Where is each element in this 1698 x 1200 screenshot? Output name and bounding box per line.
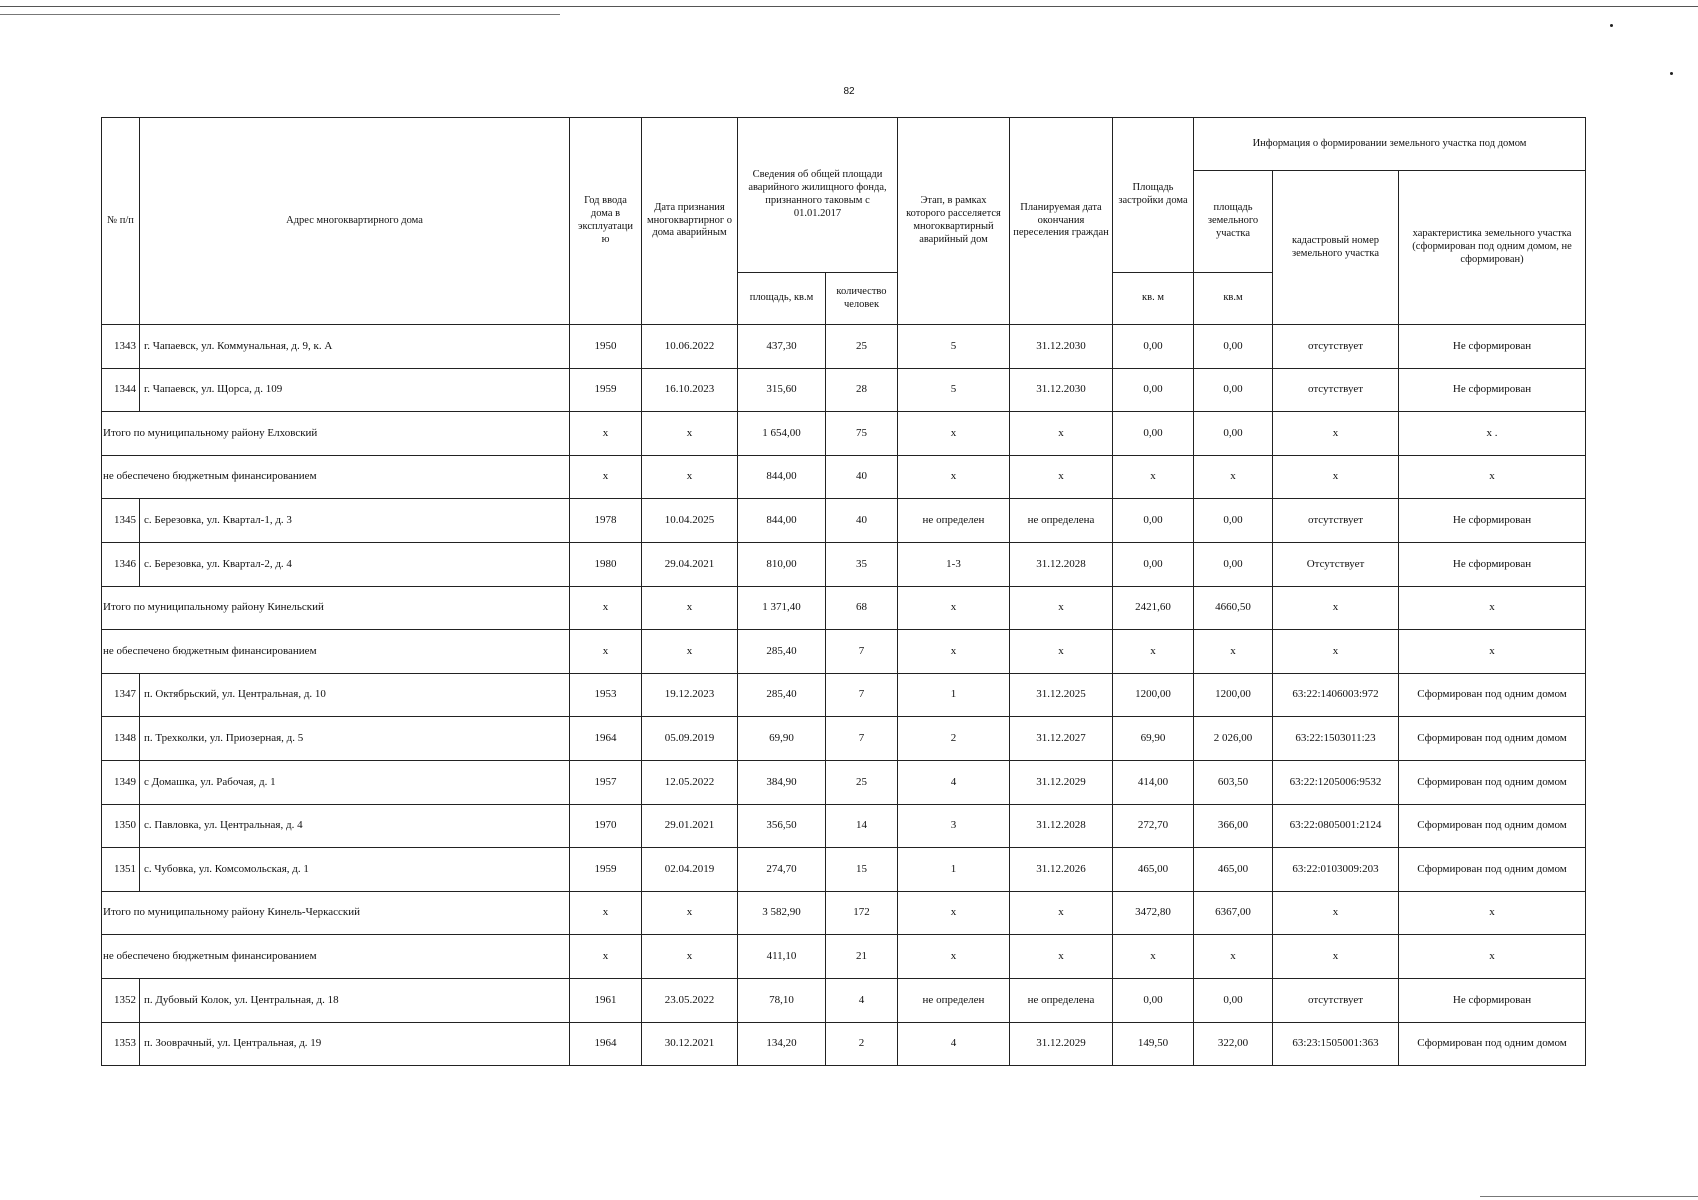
cell-people: 7 <box>826 630 898 674</box>
cell-people: 40 <box>826 455 898 499</box>
cell-stage: x <box>898 586 1010 630</box>
cell-status: Сформирован под одним домом <box>1399 804 1586 848</box>
summary-row <box>102 935 1586 979</box>
cell-stage: 1-3 <box>898 542 1010 586</box>
cell-planned: x <box>1010 455 1113 499</box>
cell-status: Сформирован под одним домом <box>1399 717 1586 761</box>
header-land-area-unit: кв.м <box>1194 273 1273 325</box>
cell-planned: 31.12.2025 <box>1010 673 1113 717</box>
cell-status: Не сформирован <box>1399 499 1586 543</box>
cell-year: 1964 <box>570 717 642 761</box>
cell-building-area: 3472,80 <box>1113 891 1194 935</box>
cell-people: 4 <box>826 978 898 1022</box>
cell-people: 25 <box>826 760 898 804</box>
cell-status: x <box>1399 891 1586 935</box>
cell-year: 1970 <box>570 804 642 848</box>
cell-year: 1950 <box>570 325 642 369</box>
cell-cadastral: 63:22:0805001:2124 <box>1273 804 1399 848</box>
cell-year: 1959 <box>570 848 642 892</box>
cell-year: 1953 <box>570 673 642 717</box>
cell-status: Сформирован под одним домом <box>1399 673 1586 717</box>
cell-building-area: 0,00 <box>1113 325 1194 369</box>
cell-planned: x <box>1010 586 1113 630</box>
cell-cadastral: x <box>1273 455 1399 499</box>
cell-people: 15 <box>826 848 898 892</box>
cell-area: 844,00 <box>738 455 826 499</box>
cell-people: 35 <box>826 542 898 586</box>
cell-building-area: 69,90 <box>1113 717 1194 761</box>
cell-date: 05.09.2019 <box>642 717 738 761</box>
cell-status: Не сформирован <box>1399 368 1586 412</box>
bottom-rule <box>1480 1196 1698 1197</box>
cell-year: x <box>570 455 642 499</box>
cell-address: с. Павловка, ул. Центральная, д. 4 <box>140 804 570 848</box>
cell-year: 1980 <box>570 542 642 586</box>
cell-num: 1353 <box>102 1022 140 1066</box>
cell-num: 1351 <box>102 848 140 892</box>
cell-num: 1347 <box>102 673 140 717</box>
cell-land-area: 603,50 <box>1194 760 1273 804</box>
cell-status: Сформирован под одним домом <box>1399 848 1586 892</box>
cell-status: x <box>1399 935 1586 979</box>
cell-stage: x <box>898 630 1010 674</box>
cell-building-area: 2421,60 <box>1113 586 1194 630</box>
header-cadastral: кадастровый номер земельного участка <box>1273 171 1399 325</box>
cell-land-area: 366,00 <box>1194 804 1273 848</box>
cell-building-area: x <box>1113 630 1194 674</box>
table-row <box>102 848 1586 892</box>
cell-planned: не определена <box>1010 978 1113 1022</box>
cell-summary-label: не обеспечено бюджетным финансированием <box>102 630 570 674</box>
cell-stage: 1 <box>898 673 1010 717</box>
cell-land-area: x <box>1194 630 1273 674</box>
table-row <box>102 368 1586 412</box>
header-building-area-unit: кв. м <box>1113 273 1194 325</box>
cell-stage: не определен <box>898 978 1010 1022</box>
table-row <box>102 760 1586 804</box>
cell-land-area: 0,00 <box>1194 978 1273 1022</box>
cell-land-area: 6367,00 <box>1194 891 1273 935</box>
cell-address: п. Дубовый Колок, ул. Центральная, д. 18 <box>140 978 570 1022</box>
cell-date: x <box>642 412 738 456</box>
cell-cadastral: отсутствует <box>1273 368 1399 412</box>
cell-year: 1959 <box>570 368 642 412</box>
cell-land-area: 0,00 <box>1194 325 1273 369</box>
cell-people: 7 <box>826 717 898 761</box>
cell-land-area: 0,00 <box>1194 542 1273 586</box>
cell-area: 810,00 <box>738 542 826 586</box>
cell-area: 134,20 <box>738 1022 826 1066</box>
cell-summary-label: Итого по муниципальному району Кинель-Черкасский <box>102 891 570 935</box>
cell-stage: x <box>898 935 1010 979</box>
header-planned-date: Планируемая дата окончания переселения граждан <box>1010 118 1113 325</box>
cell-planned: 31.12.2028 <box>1010 804 1113 848</box>
cell-status: Не сформирован <box>1399 978 1586 1022</box>
cell-area: 437,30 <box>738 325 826 369</box>
cell-building-area: 0,00 <box>1113 978 1194 1022</box>
cell-land-area: 465,00 <box>1194 848 1273 892</box>
cell-date: x <box>642 630 738 674</box>
cell-cadastral: x <box>1273 891 1399 935</box>
cell-planned: 31.12.2030 <box>1010 325 1113 369</box>
header-building-area: Площадь застройки дома <box>1113 118 1194 273</box>
summary-row <box>102 891 1586 935</box>
cell-land-area: 0,00 <box>1194 412 1273 456</box>
cell-year: 1964 <box>570 1022 642 1066</box>
header-stage: Этап, в рамках которого расселяется многоквартирный аварийный дом <box>898 118 1010 325</box>
header-area-info: Сведения об общей площади аварийного жилищного фонда, признанного таковым с 01.01.2017 <box>738 118 898 273</box>
cell-stage: 3 <box>898 804 1010 848</box>
cell-building-area: 414,00 <box>1113 760 1194 804</box>
table-row <box>102 499 1586 543</box>
cell-cadastral: отсутствует <box>1273 325 1399 369</box>
cell-date: 12.05.2022 <box>642 760 738 804</box>
cell-address: с. Березовка, ул. Квартал-1, д. 3 <box>140 499 570 543</box>
cell-stage: x <box>898 412 1010 456</box>
cell-summary-label: Итого по муниципальному району Елховский <box>102 412 570 456</box>
cell-land-area: 0,00 <box>1194 499 1273 543</box>
cell-cadastral: отсутствует <box>1273 978 1399 1022</box>
cell-cadastral: x <box>1273 412 1399 456</box>
header-year: Год ввода дома в эксплуатаци ю <box>570 118 642 325</box>
cell-num: 1350 <box>102 804 140 848</box>
cell-people: 68 <box>826 586 898 630</box>
cell-planned: не определена <box>1010 499 1113 543</box>
cell-building-area: 0,00 <box>1113 542 1194 586</box>
cell-num: 1344 <box>102 368 140 412</box>
cell-building-area: 0,00 <box>1113 499 1194 543</box>
cell-date: 02.04.2019 <box>642 848 738 892</box>
cell-building-area: 0,00 <box>1113 368 1194 412</box>
cell-status: Не сформирован <box>1399 325 1586 369</box>
cell-planned: 31.12.2027 <box>1010 717 1113 761</box>
cell-area: 274,70 <box>738 848 826 892</box>
summary-row <box>102 455 1586 499</box>
cell-people: 2 <box>826 1022 898 1066</box>
cell-planned: x <box>1010 630 1113 674</box>
cell-planned: 31.12.2026 <box>1010 848 1113 892</box>
header-land-status: характеристика земельного участка (сформирован под одним домом, не сформирован) <box>1399 171 1586 325</box>
cell-building-area: 1200,00 <box>1113 673 1194 717</box>
cell-year: x <box>570 935 642 979</box>
cell-planned: 31.12.2029 <box>1010 760 1113 804</box>
cell-cadastral: 63:22:1503011:23 <box>1273 717 1399 761</box>
cell-summary-label: не обеспечено бюджетным финансированием <box>102 935 570 979</box>
cell-address: г. Чапаевск, ул. Щорса, д. 109 <box>140 368 570 412</box>
cell-address: п. Октябрьский, ул. Центральная, д. 10 <box>140 673 570 717</box>
cell-summary-label: Итого по муниципальному району Кинельский <box>102 586 570 630</box>
cell-cadastral: x <box>1273 630 1399 674</box>
summary-row <box>102 586 1586 630</box>
cell-year: 1961 <box>570 978 642 1022</box>
cell-status: Сформирован под одним домом <box>1399 760 1586 804</box>
cell-planned: 31.12.2030 <box>1010 368 1113 412</box>
summary-row <box>102 412 1586 456</box>
cell-land-area: 2 026,00 <box>1194 717 1273 761</box>
cell-cadastral: 63:23:1505001:363 <box>1273 1022 1399 1066</box>
cell-address: с Домашка, ул. Рабочая, д. 1 <box>140 760 570 804</box>
cell-status: Не сформирован <box>1399 542 1586 586</box>
cell-stage: 4 <box>898 760 1010 804</box>
summary-row <box>102 630 1586 674</box>
cell-stage: не определен <box>898 499 1010 543</box>
cell-num: 1343 <box>102 325 140 369</box>
cell-address: п. Трехколки, ул. Приозерная, д. 5 <box>140 717 570 761</box>
cell-address: г. Чапаевск, ул. Коммунальная, д. 9, к. А <box>140 325 570 369</box>
cell-stage: 2 <box>898 717 1010 761</box>
cell-num: 1345 <box>102 499 140 543</box>
cell-people: 75 <box>826 412 898 456</box>
cell-date: 19.12.2023 <box>642 673 738 717</box>
cell-year: x <box>570 412 642 456</box>
cell-stage: x <box>898 455 1010 499</box>
header-people: количество человек <box>826 273 898 325</box>
table-row <box>102 1022 1586 1066</box>
table-row <box>102 804 1586 848</box>
cell-status: x <box>1399 630 1586 674</box>
cell-area: 844,00 <box>738 499 826 543</box>
cell-date: 10.04.2025 <box>642 499 738 543</box>
cell-date: 16.10.2023 <box>642 368 738 412</box>
cell-status: x <box>1399 455 1586 499</box>
cell-cadastral: 63:22:1205006:9532 <box>1273 760 1399 804</box>
cell-stage: 5 <box>898 325 1010 369</box>
cell-year: x <box>570 630 642 674</box>
header-num: № п/п <box>102 118 140 325</box>
cell-date: 10.06.2022 <box>642 325 738 369</box>
cell-date: x <box>642 586 738 630</box>
cell-planned: x <box>1010 935 1113 979</box>
cell-planned: x <box>1010 412 1113 456</box>
table-header <box>102 118 1586 325</box>
cell-address: с. Чубовка, ул. Комсомольская, д. 1 <box>140 848 570 892</box>
cell-date: x <box>642 935 738 979</box>
cell-people: 40 <box>826 499 898 543</box>
cell-cadastral: x <box>1273 586 1399 630</box>
table-row <box>102 978 1586 1022</box>
cell-cadastral: 63:22:1406003:972 <box>1273 673 1399 717</box>
cell-status: Сформирован под одним домом <box>1399 1022 1586 1066</box>
cell-area: 78,10 <box>738 978 826 1022</box>
cell-year: x <box>570 891 642 935</box>
cell-stage: 5 <box>898 368 1010 412</box>
cell-area: 285,40 <box>738 673 826 717</box>
cell-land-area: 322,00 <box>1194 1022 1273 1066</box>
cell-planned: 31.12.2028 <box>1010 542 1113 586</box>
top-rule-secondary <box>0 14 560 15</box>
cell-address: п. Зооврачный, ул. Центральная, д. 19 <box>140 1022 570 1066</box>
cell-area: 1 654,00 <box>738 412 826 456</box>
cell-land-area: 4660,50 <box>1194 586 1273 630</box>
cell-stage: 1 <box>898 848 1010 892</box>
cell-date: x <box>642 891 738 935</box>
header-land-info: Информация о формировании земельного участка под домом <box>1194 118 1586 171</box>
cell-building-area: 0,00 <box>1113 412 1194 456</box>
scan-speck <box>1670 72 1673 75</box>
table-row <box>102 673 1586 717</box>
cell-people: 14 <box>826 804 898 848</box>
page-number: 82 <box>843 86 855 97</box>
cell-land-area: 1200,00 <box>1194 673 1273 717</box>
cell-cadastral: отсутствует <box>1273 499 1399 543</box>
header-area: площадь, кв.м <box>738 273 826 325</box>
cell-num: 1352 <box>102 978 140 1022</box>
cell-summary-label: не обеспечено бюджетным финансированием <box>102 455 570 499</box>
table-row <box>102 325 1586 369</box>
cell-land-area: x <box>1194 935 1273 979</box>
cell-building-area: 272,70 <box>1113 804 1194 848</box>
cell-status: x . <box>1399 412 1586 456</box>
emergency-housing-table <box>101 117 1586 1066</box>
cell-people: 28 <box>826 368 898 412</box>
cell-area: 356,50 <box>738 804 826 848</box>
cell-area: 315,60 <box>738 368 826 412</box>
cell-date: 30.12.2021 <box>642 1022 738 1066</box>
cell-planned: x <box>1010 891 1113 935</box>
cell-people: 25 <box>826 325 898 369</box>
cell-num: 1349 <box>102 760 140 804</box>
cell-date: x <box>642 455 738 499</box>
header-address: Адрес многоквартирного дома <box>140 118 570 325</box>
cell-area: 1 371,40 <box>738 586 826 630</box>
cell-area: 285,40 <box>738 630 826 674</box>
cell-status: x <box>1399 586 1586 630</box>
header-land-area: площадь земельного участка <box>1194 171 1273 273</box>
cell-year: x <box>570 586 642 630</box>
table-body <box>102 325 1586 1066</box>
cell-date: 29.04.2021 <box>642 542 738 586</box>
cell-people: 7 <box>826 673 898 717</box>
cell-people: 172 <box>826 891 898 935</box>
cell-num: 1348 <box>102 717 140 761</box>
cell-area: 411,10 <box>738 935 826 979</box>
cell-planned: 31.12.2029 <box>1010 1022 1113 1066</box>
cell-area: 69,90 <box>738 717 826 761</box>
cell-building-area: x <box>1113 455 1194 499</box>
scan-speck <box>1610 24 1613 27</box>
cell-cadastral: 63:22:0103009:203 <box>1273 848 1399 892</box>
cell-area: 384,90 <box>738 760 826 804</box>
header-emergency-date: Дата признания многоквартирног о дома аварийным <box>642 118 738 325</box>
cell-address: с. Березовка, ул. Квартал-2, д. 4 <box>140 542 570 586</box>
cell-cadastral: Отсутствует <box>1273 542 1399 586</box>
cell-people: 21 <box>826 935 898 979</box>
cell-cadastral: x <box>1273 935 1399 979</box>
table-row <box>102 717 1586 761</box>
cell-date: 29.01.2021 <box>642 804 738 848</box>
top-rule <box>0 6 1698 7</box>
cell-date: 23.05.2022 <box>642 978 738 1022</box>
cell-num: 1346 <box>102 542 140 586</box>
cell-area: 3 582,90 <box>738 891 826 935</box>
cell-building-area: x <box>1113 935 1194 979</box>
cell-stage: 4 <box>898 1022 1010 1066</box>
cell-stage: x <box>898 891 1010 935</box>
table-row <box>102 542 1586 586</box>
cell-land-area: 0,00 <box>1194 368 1273 412</box>
cell-building-area: 149,50 <box>1113 1022 1194 1066</box>
cell-building-area: 465,00 <box>1113 848 1194 892</box>
cell-year: 1957 <box>570 760 642 804</box>
cell-year: 1978 <box>570 499 642 543</box>
cell-land-area: x <box>1194 455 1273 499</box>
